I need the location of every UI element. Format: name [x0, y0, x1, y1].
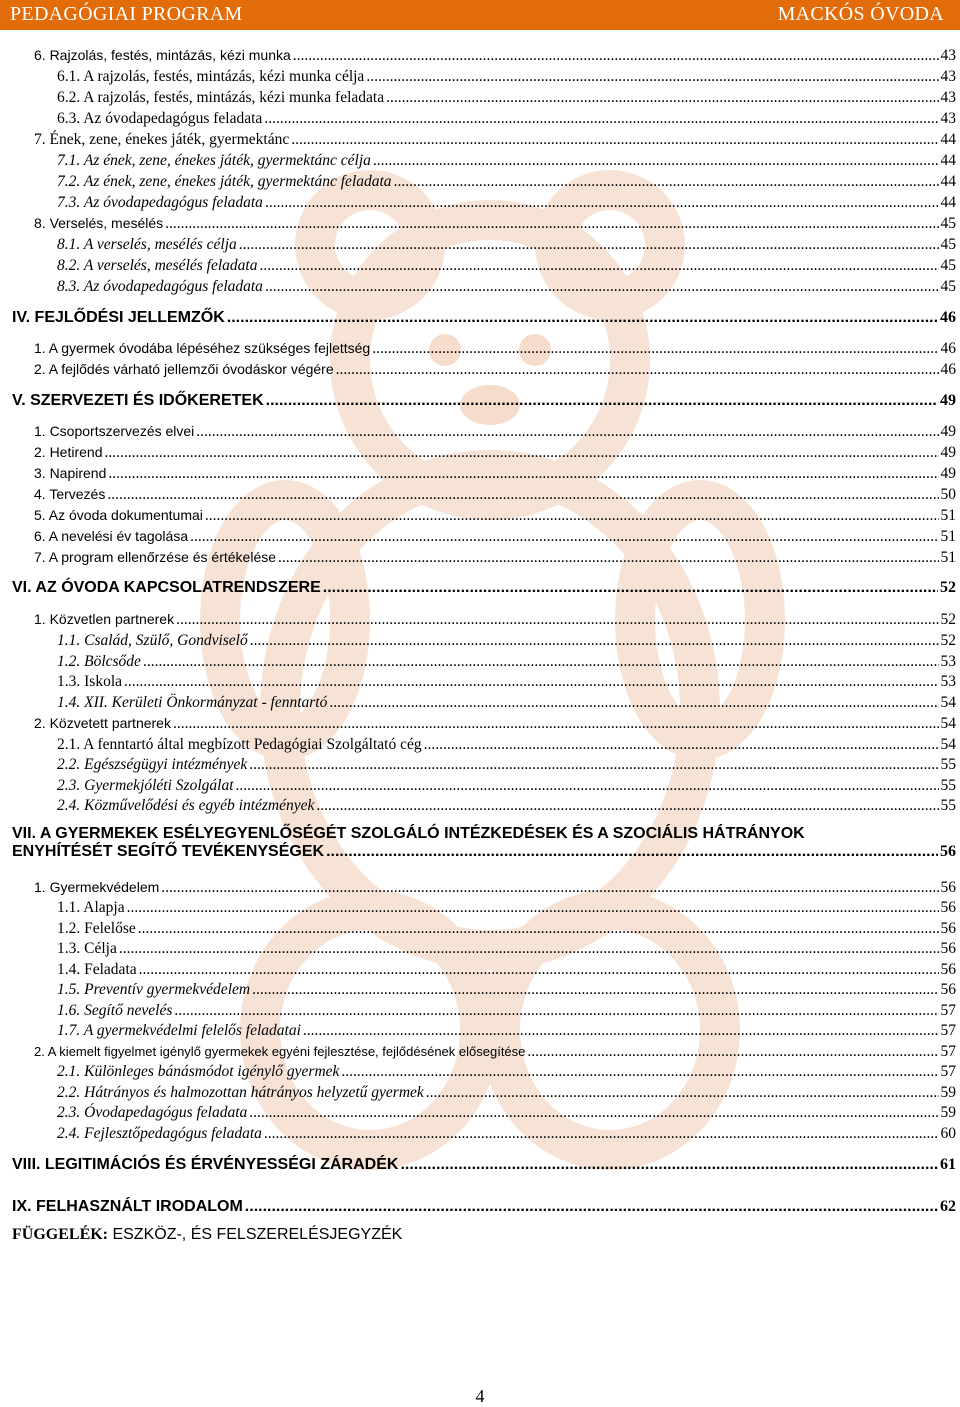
toc-entry-page: 56: [940, 981, 956, 998]
toc-entry-page: 57: [940, 1063, 956, 1080]
toc-entry-page: 46: [940, 361, 956, 378]
toc-entry[interactable]: [34, 131, 956, 149]
toc-entry[interactable]: [57, 673, 956, 691]
toc-entry-page: 59: [940, 1104, 956, 1121]
toc-entry-page: 49: [940, 444, 956, 461]
toc-entry-title: 2. A kiemelt figyelmet igénylő gyermekek egyéni fejlesztése, fejlődésének elősegítése: [34, 1044, 526, 1059]
toc-entry-title: 7.2. Az ének, zene, énekes játék, gyermektánc feladata: [57, 173, 392, 190]
toc-entry[interactable]: [34, 715, 956, 733]
toc-chapter-title: VII. A GYERMEKEK ESÉLYEGYENLŐSÉGÉT SZOLGÁLÓ INTÉZKEDÉSEK ÉS A SZOCIÁLIS HÁTRÁNYOK: [12, 825, 805, 842]
toc-chapter-title: V. SZERVEZETI ÉS IDŐKERETEK: [12, 392, 264, 409]
toc-entry-page: 53: [940, 673, 956, 690]
toc-entry-title: 2.1. Különleges bánásmódot igénylő gyermek: [57, 1063, 340, 1080]
toc-entry[interactable]: [34, 361, 956, 379]
toc-entry-title: 1.2. Bölcsőde: [57, 653, 141, 670]
toc-entry[interactable]: [57, 194, 956, 212]
toc-entry[interactable]: [34, 340, 956, 358]
toc-entry-page: 55: [940, 756, 956, 773]
appendix-title: ESZKÖZ-, ÉS FELSZERELÉSJEGYZÉK: [108, 1226, 403, 1243]
toc-entry-title: 8.1. A verselés, mesélés célja: [57, 236, 237, 253]
toc-entry[interactable]: [34, 444, 956, 462]
toc-entry-page: 54: [940, 715, 956, 732]
toc-entry[interactable]: [57, 1063, 956, 1081]
toc-chapter[interactable]: [12, 1156, 956, 1174]
toc-entry-title: 1.2. Felelőse: [57, 920, 136, 937]
toc-entry-page: 49: [940, 392, 956, 409]
toc-entry[interactable]: [57, 173, 956, 191]
toc-chapter[interactable]: [12, 825, 956, 861]
toc-entry-title: 1.3. Célja: [57, 940, 117, 957]
toc-entry[interactable]: [34, 1043, 956, 1061]
toc-entry-title: 2.4. Közművelődési és egyéb intézmények: [57, 797, 315, 814]
toc-entry-title: 6.1. A rajzolás, festés, mintázás, kézi munka célja: [57, 68, 365, 85]
toc-entry-title: 7.1. Az ének, zene, énekes játék, gyermektánc célja: [57, 152, 371, 169]
appendix-line[interactable]: [12, 1226, 402, 1244]
toc-entry[interactable]: [57, 236, 956, 254]
toc-entry-page: 56: [940, 879, 956, 896]
toc-entry-title: 2. Hetirend: [34, 444, 103, 460]
toc-entry[interactable]: [57, 1002, 956, 1020]
toc-entry-page: 56: [940, 843, 956, 860]
toc-entry-page: 52: [940, 579, 956, 596]
toc-entry-page: 43: [940, 110, 956, 127]
toc-entry[interactable]: [57, 152, 956, 170]
toc-entry-page: 54: [940, 736, 956, 753]
toc-entry[interactable]: [57, 89, 956, 107]
toc-entry-title: 6.3. Az óvodapedagógus feladata: [57, 110, 263, 127]
toc-entry-page: 52: [940, 611, 956, 628]
toc-entry-title: 8.2. A verselés, mesélés feladata: [57, 257, 258, 274]
toc-entry-page: 44: [940, 173, 956, 190]
toc-entry-title: 7. Ének, zene, énekes játék, gyermektánc: [34, 131, 290, 148]
toc-chapter-title: VI. AZ ÓVODA KAPCSOLATRENDSZERE: [12, 579, 321, 596]
toc-entry-page: 62: [940, 1198, 956, 1215]
toc-entry-page: 45: [940, 257, 956, 274]
toc-entry-title: 8. Verselés, mesélés: [34, 215, 164, 231]
toc-entry-page: 43: [940, 47, 956, 64]
toc-entry-title: 1.7. A gyermekvédelmi felelős feladatai: [57, 1022, 301, 1039]
toc-entry-page: 45: [940, 236, 956, 253]
toc-entry-title: 1. A gyermek óvodába lépéséhez szükséges fejlettség: [34, 340, 371, 356]
header-left-title: PEDAGÓGIAI PROGRAM: [10, 3, 243, 25]
toc-chapter-title-continued: ENYHÍTÉSÉT SEGÍTŐ TEVÉKENYSÉGEK: [12, 843, 325, 860]
toc-entry[interactable]: [57, 653, 956, 671]
toc-entry[interactable]: [34, 423, 956, 441]
toc-entry-title: 1.4. XII. Kerületi Önkormányzat - fenntartó: [57, 694, 328, 711]
toc-entry-title: 4. Tervezés: [34, 486, 106, 502]
toc-chapter[interactable]: [12, 392, 956, 410]
toc-entry-page: 43: [940, 89, 956, 106]
toc-entry[interactable]: [34, 611, 956, 629]
toc-entry[interactable]: [34, 528, 956, 546]
toc-entry-title: 1. Gyermekvédelem: [34, 879, 160, 895]
toc-entry-title: 1.5. Preventív gyermekvédelem: [57, 981, 251, 998]
toc-chapter-title: IX. FELHASZNÁLT IRODALOM: [12, 1198, 243, 1215]
toc-entry[interactable]: [57, 1022, 956, 1040]
toc-entry-page: 56: [940, 899, 956, 916]
toc-entry-page: 56: [940, 940, 956, 957]
toc-entry-title: 2.1. A fenntartó által megbízott Pedagógiai Szolgáltató cég: [57, 736, 422, 753]
toc-chapter[interactable]: [12, 1198, 956, 1216]
toc-entry[interactable]: [57, 797, 956, 815]
toc-entry-page: 45: [940, 215, 956, 232]
toc-entry[interactable]: [57, 694, 956, 712]
toc-entry[interactable]: [57, 756, 956, 774]
toc-entry-title: 1.6. Segítő nevelés: [57, 1002, 173, 1019]
toc-entry-title: 2. Közvetett partnerek: [34, 715, 171, 731]
toc-entry[interactable]: [34, 549, 956, 567]
toc-entry-page: 57: [940, 1002, 956, 1019]
toc-entry-title: 6. A nevelési év tagolása: [34, 528, 189, 544]
toc-entry-title: 6.2. A rajzolás, festés, mintázás, kézi munka feladata: [57, 89, 385, 106]
toc-entry[interactable]: [57, 257, 956, 275]
toc-entry[interactable]: [34, 879, 956, 897]
toc-entry-title: 2.2. Egészségügyi intézmények: [57, 756, 248, 773]
toc-entry-page: 43: [940, 68, 956, 85]
toc-entry-page: 61: [940, 1156, 956, 1173]
toc-entry[interactable]: [34, 215, 956, 233]
toc-entry-page: 57: [940, 1043, 956, 1060]
toc-chapter[interactable]: [12, 309, 956, 327]
toc-entry-page: 44: [940, 194, 956, 211]
page-number: 4: [475, 1386, 485, 1406]
toc-entry-title: 2.2. Hátrányos és halmozottan hátrányos helyzetű gyermek: [57, 1084, 424, 1101]
toc-entry-title: 2.3. Gyermekjóléti Szolgálat: [57, 777, 234, 794]
toc-entry[interactable]: [57, 981, 956, 999]
toc-entry-page: 51: [940, 528, 956, 545]
toc-entry-title: 1. Közvetlen partnerek: [34, 611, 175, 627]
toc-entry[interactable]: [57, 68, 956, 86]
toc-entry-page: 56: [940, 961, 956, 978]
toc-entry-title: 8.3. Az óvodapedagógus feladata: [57, 278, 263, 295]
toc-entry-page: 57: [940, 1022, 956, 1039]
toc-entry-page: 46: [940, 309, 956, 326]
toc-entry[interactable]: [57, 899, 956, 917]
toc-chapter-title: VIII. LEGITIMÁCIÓS ÉS ÉRVÉNYESSÉGI ZÁRADÉK: [12, 1156, 399, 1173]
toc-entry[interactable]: [57, 1104, 956, 1122]
toc-entry-page: 59: [940, 1084, 956, 1101]
toc-entry-page: 60: [940, 1125, 956, 1142]
toc-entry-page: 44: [940, 152, 956, 169]
toc-entry[interactable]: [57, 1084, 956, 1102]
toc-entry-title: 1.4. Feladata: [57, 961, 137, 978]
running-header: [0, 0, 960, 30]
toc-entry-page: 51: [940, 507, 956, 524]
toc-entry-page: 55: [940, 797, 956, 814]
toc-entry[interactable]: [34, 507, 956, 525]
toc-entry-page: 45: [940, 278, 956, 295]
toc-entry-page: 53: [940, 653, 956, 670]
toc-entry[interactable]: [57, 961, 956, 979]
toc-entry[interactable]: [34, 486, 956, 504]
toc-entry-page: 46: [940, 340, 956, 357]
toc-entry-page: 49: [940, 465, 956, 482]
toc-entry-page: 56: [940, 920, 956, 937]
toc-entry-title: 2.3. Óvodapedagógus feladata: [57, 1104, 248, 1121]
toc-entry-title: 7. A program ellenőrzése és értékelése: [34, 549, 277, 565]
appendix-label: FÜGGELÉK:: [12, 1226, 109, 1243]
toc-entry-title: 1.1. Alapja: [57, 899, 125, 916]
toc-entry-page: 54: [940, 694, 956, 711]
toc-entry-title: 1.3. Iskola: [57, 673, 123, 690]
toc-entry-page: 52: [940, 632, 956, 649]
toc-chapter[interactable]: [12, 579, 956, 597]
toc-entry-title: 5. Az óvoda dokumentumai: [34, 507, 203, 523]
toc-entry-page: 50: [940, 486, 956, 503]
toc-entry[interactable]: [34, 465, 956, 483]
toc-entry[interactable]: [57, 278, 956, 296]
toc-entry-page: 51: [940, 549, 956, 566]
header-right-title: MACKÓS ÓVODA: [777, 3, 944, 25]
toc-entry-page: 55: [940, 777, 956, 794]
toc-entry-title: 3. Napirend: [34, 465, 107, 481]
toc-entry-title: 7.3. Az óvodapedagógus feladata: [57, 194, 263, 211]
toc-chapter-title: IV. FEJLŐDÉSI JELLEMZŐK: [12, 309, 225, 326]
toc-entry-title: 6. Rajzolás, festés, mintázás, kézi munka: [34, 47, 291, 63]
toc-entry[interactable]: [57, 110, 956, 128]
toc-entry-title: 1.1. Család, Szülő, Gondviselő: [57, 632, 248, 649]
toc-entry[interactable]: [57, 940, 956, 958]
toc-entry[interactable]: [34, 47, 956, 65]
toc-entry-title: 2.4. Fejlesztőpedagógus feladata: [57, 1125, 262, 1142]
toc-entry[interactable]: [57, 777, 956, 795]
toc-entry-title: 1. Csoportszervezés elvei: [34, 423, 195, 439]
toc-entry-page: 49: [940, 423, 956, 440]
toc-entry[interactable]: [57, 632, 956, 650]
toc-entry[interactable]: [57, 1125, 956, 1143]
toc-entry-title: 2. A fejlődés várható jellemzői óvodáskor végére: [34, 361, 334, 377]
toc-entry-page: 44: [940, 131, 956, 148]
toc-entry[interactable]: [57, 920, 956, 938]
toc-entry[interactable]: [57, 736, 956, 754]
